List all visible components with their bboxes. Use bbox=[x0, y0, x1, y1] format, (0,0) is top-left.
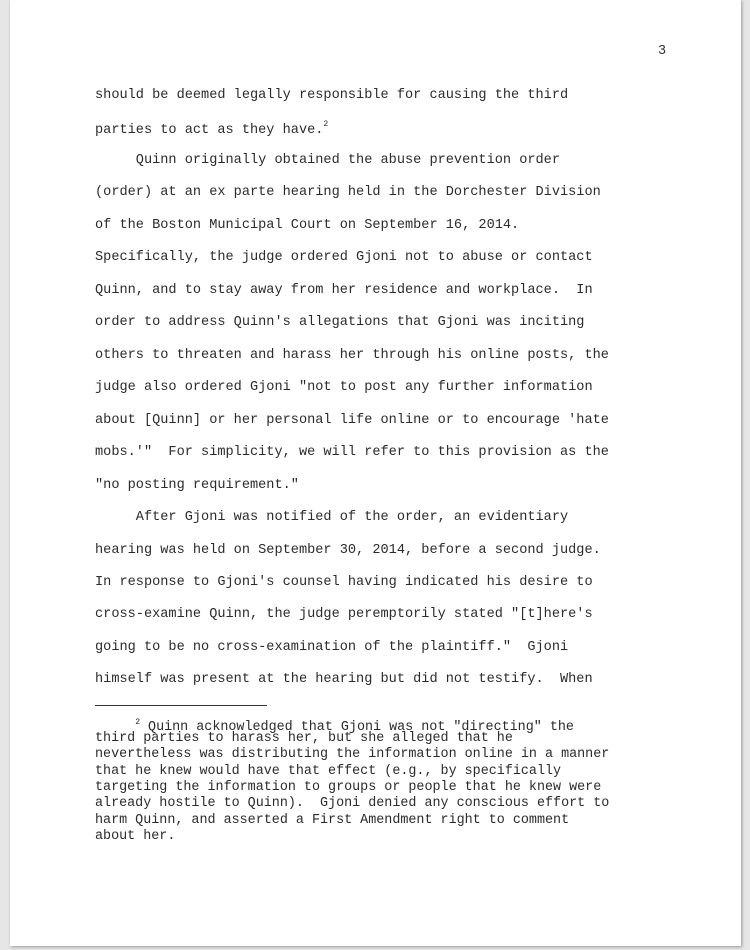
body-line: should be deemed legally responsible for causing the third bbox=[95, 88, 569, 103]
body-line: After Gjoni was notified of the order, an evidentiary bbox=[95, 510, 569, 525]
footnote-line: that he knew would have that effect (e.g., by specifically bbox=[95, 764, 562, 779]
body-line-text: parties to act as they have. bbox=[95, 123, 324, 138]
body-line: judge also ordered Gjoni "not to post any further information bbox=[95, 380, 593, 395]
body-line: about [Quinn] or her personal life online or to encourage 'hate bbox=[95, 413, 609, 428]
footnote-line: already hostile to Quinn). Gjoni denied any conscious effort to bbox=[95, 796, 610, 811]
footnote-line: targeting the information to groups or people that he knew were bbox=[95, 780, 602, 795]
body-line: In response to Gjoni's counsel having indicated his desire to bbox=[95, 575, 593, 590]
page-number: 3 bbox=[658, 44, 667, 59]
footnote-line: nevertheless was distributing the information online in a manner bbox=[95, 747, 610, 762]
body-line: others to threaten and harass her through his online posts, the bbox=[95, 348, 609, 363]
body-line: "no posting requirement." bbox=[95, 478, 299, 493]
footnote-text: Quinn acknowledged that Gjoni was not "directing" the bbox=[140, 720, 574, 735]
footnote-line: about her. bbox=[95, 829, 176, 844]
body-line: Quinn originally obtained the abuse prevention order bbox=[95, 153, 560, 168]
body-line: (order) at an ex parte hearing held in the Dorchester Division bbox=[95, 185, 601, 200]
body-line: Specifically, the judge ordered Gjoni not to abuse or contact bbox=[95, 250, 593, 265]
body-line bbox=[95, 120, 328, 138]
body-line: cross-examine Quinn, the judge peremptorily stated "[t]here's bbox=[95, 607, 593, 622]
body-line: himself was present at the hearing but did not testify. When bbox=[95, 672, 593, 687]
body-line: mobs.'" For simplicity, we will refer to this provision as the bbox=[95, 445, 609, 460]
footnote-separator bbox=[95, 705, 267, 706]
body-line: order to address Quinn's allegations that Gjoni was inciting bbox=[95, 315, 585, 330]
footnote-reference: 2 bbox=[323, 120, 329, 129]
footnote-line: harm Quinn, and asserted a First Amendment right to comment bbox=[95, 813, 570, 828]
footnote-line: third parties to harass her, but she alleged that he bbox=[95, 731, 513, 746]
footnote-marker: 2 bbox=[135, 718, 140, 727]
body-line: hearing was held on September 30, 2014, before a second judge. bbox=[95, 543, 601, 558]
body-line: of the Boston Municipal Court on September 16, 2014. bbox=[95, 218, 520, 233]
body-line: Quinn, and to stay away from her residence and workplace. In bbox=[95, 283, 593, 298]
body-line: going to be no cross-examination of the plaintiff." Gjoni bbox=[95, 640, 569, 655]
